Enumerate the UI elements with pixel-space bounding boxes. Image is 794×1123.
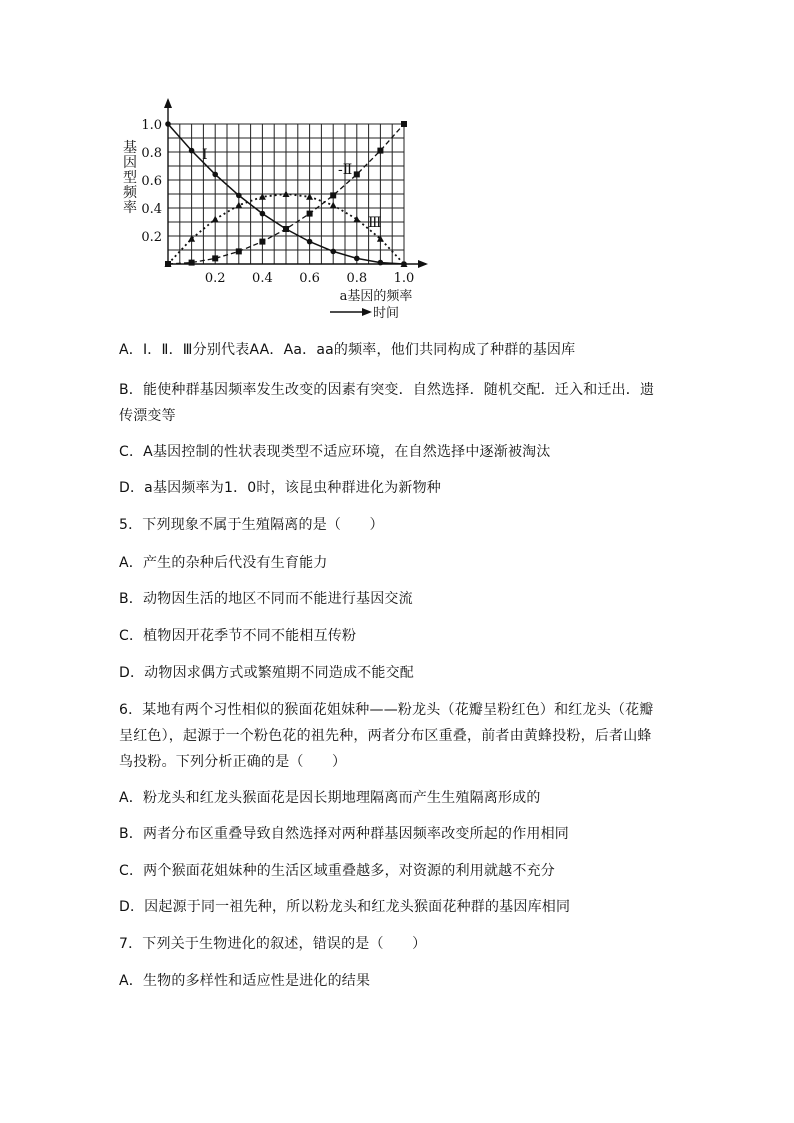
- data-point-circle: [307, 239, 313, 245]
- text-line: 呈红色），起源于一个粉色花的祖先种，两者分布区重叠，前者由黄蜂投粉，后者山蜂: [119, 728, 652, 744]
- y-tick-label: 0.4: [141, 202, 162, 217]
- y-tick-label: 0.8: [141, 146, 162, 161]
- data-point-square: [212, 255, 218, 261]
- text-line: B．动物因生活的地区不同而不能进行基因交流: [119, 591, 413, 607]
- data-point-circle: [260, 211, 266, 217]
- series-label-2: -Ⅱ: [338, 162, 353, 178]
- x-axis-arrow: [418, 260, 428, 268]
- text-line: 7．下列关于生物进化的叙述，错误的是（ ）: [119, 936, 427, 952]
- y-tick-label: 0.2: [141, 230, 162, 245]
- data-point-square: [259, 239, 265, 245]
- data-point-circle: [378, 260, 384, 266]
- data-point-circle: [236, 193, 242, 199]
- text-line: C．植物因开花季节不同不能相互传粉: [119, 628, 357, 644]
- data-point-triangle: [353, 216, 360, 223]
- genotype-frequency-chart: [100, 88, 460, 328]
- y-axis-label-char: 型: [123, 170, 137, 186]
- y-axis-label-char: 率: [123, 200, 137, 216]
- text-line: 鸟投粉。下列分析正确的是（ ）: [119, 754, 347, 770]
- text-line: A．Ⅰ．Ⅱ．Ⅲ分别代表AA．Aa．aa的频率，他们共同构成了种群的基因库: [119, 342, 576, 358]
- data-point-circle: [330, 249, 336, 255]
- text-line: D．因起源于同一祖先种，所以粉龙头和红龙头猴面花种群的基因库相同: [119, 899, 571, 915]
- data-point-square: [330, 192, 336, 198]
- text-line: D．动物因求偶方式或繁殖期不同造成不能交配: [119, 665, 414, 681]
- y-tick-label: 1.0: [141, 118, 162, 133]
- text-line: 6．某地有两个习性相似的猴面花姐妹种——粉龙头（花瓣呈粉红色）和红龙头（花瓣: [119, 702, 654, 718]
- y-axis-label-char: 基: [123, 140, 137, 156]
- x-tick-label: 0.2: [204, 271, 226, 286]
- data-point-square: [401, 121, 407, 127]
- data-point-circle: [189, 148, 195, 154]
- data-point-triangle: [212, 216, 219, 223]
- x-tick-label: 0.8: [346, 271, 368, 286]
- data-point-square: [307, 211, 313, 217]
- y-axis-label-char: 因: [123, 155, 137, 171]
- y-axis-arrow: [164, 98, 172, 108]
- y-tick-label: 0.6: [141, 174, 162, 189]
- data-point-square: [189, 260, 195, 266]
- text-line: C．两个猴面花姐妹种的生活区域重叠越多，对资源的利用就越不充分: [119, 863, 555, 879]
- text-line: A．生物的多样性和适应性是进化的结果: [119, 973, 371, 989]
- text-line: B．能使种群基因频率发生改变的因素有突变．自然选择．随机交配．迁入和迁出．遗: [119, 382, 655, 398]
- data-point-square: [354, 171, 360, 177]
- x-tick-label: 0.4: [252, 271, 273, 286]
- data-point-circle: [354, 256, 360, 262]
- data-point-square: [377, 148, 383, 154]
- text-line: C．A基因控制的性状表现类型不适应环境，在自然选择中逐渐被淘汰: [119, 444, 551, 460]
- text-line: A．粉龙头和红龙头猴面花是因长期地理隔离而产生生殖隔离形成的: [119, 790, 541, 806]
- data-point-circle: [212, 172, 218, 178]
- time-arrow-head: [362, 308, 372, 316]
- text-line: A．产生的杂种后代没有生育能力: [119, 555, 328, 571]
- text-line: D．a基因频率为1．0时，该昆虫种群进化为新物种: [119, 480, 441, 496]
- y-axis-label-char: 频: [123, 185, 137, 201]
- text-line: B．两者分布区重叠导致自然选择对两种群基因频率改变所起的作用相同: [119, 826, 570, 842]
- series-label-1: I: [202, 147, 208, 163]
- data-point-square: [283, 226, 289, 232]
- data-point-triangle: [330, 202, 337, 209]
- time-label: 时间: [372, 306, 400, 321]
- data-point-square: [236, 248, 242, 254]
- text-line: 5．下列现象不属于生殖隔离的是（ ）: [119, 517, 384, 533]
- x-tick-label: 1.0: [393, 271, 415, 286]
- x-tick-label: 0.6: [299, 271, 320, 286]
- text-line: 传漂变等: [119, 408, 176, 424]
- x-axis-label: a基因的频率: [339, 289, 413, 304]
- data-point-circle: [165, 121, 171, 127]
- series-label-3: Ⅲ: [368, 215, 382, 231]
